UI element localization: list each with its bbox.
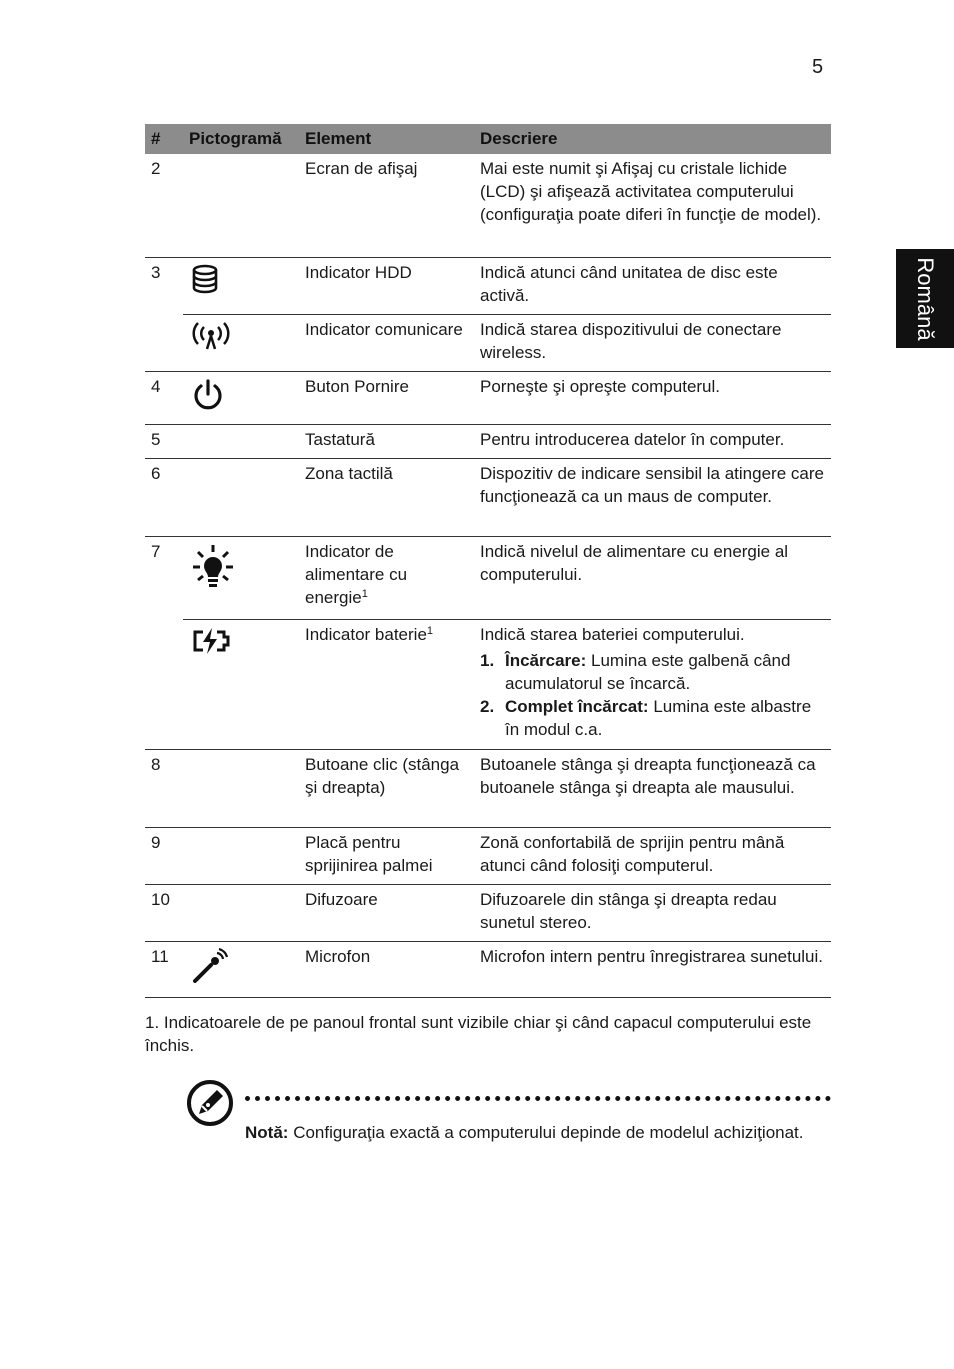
language-tab [896,249,954,348]
list-item [480,695,825,741]
row-element: Tastatură [299,424,474,458]
row-icon-cell [183,154,299,257]
row-icon-cell [183,314,299,371]
row-element [299,536,474,619]
row-description: Indică nivelul de alimentare cu energie al computerului. [474,536,831,619]
power-indicator-icon [191,543,235,589]
page-number: 5 [812,56,824,78]
row-icon-cell [183,536,299,619]
table-row [145,941,831,997]
table-footnote: 1. Indicatoarele de pe panoul frontal sunt vizibile chiar şi când capacul computerului este închis. [145,1013,812,1055]
battery-status-list [480,649,825,741]
table-row [145,749,831,827]
row-description: Difuzoarele din stânga şi dreapta redau sunetul stereo. [474,884,831,941]
row-description: Microfon intern pentru înregistrarea sunetului. [474,941,831,997]
row-description-text: Indică starea bateriei computerului. [480,624,745,644]
row-number: 8 [145,749,183,827]
row-description [474,619,831,749]
row-number: 2 [145,154,183,257]
row-icon-cell [183,749,299,827]
list-item [480,649,825,695]
row-icon-cell [183,257,299,314]
row-element [299,619,474,749]
header-icon: Pictogramă [183,124,299,154]
table-row [145,314,831,371]
row-description: Pentru introducerea datelor în computer. [474,424,831,458]
list-item-label: Complet încărcat: [505,696,649,716]
header-element: Element [299,124,474,154]
note-pen-icon [186,1079,234,1127]
row-number: 6 [145,458,183,536]
power-icon [191,378,225,412]
note-text: Configuraţia exactă a computerului depinde de modelul achiziţionat. [293,1123,804,1142]
table-row [145,154,831,257]
table-row [145,371,831,424]
row-number: 4 [145,371,183,424]
row-element: Placă pentru sprijinirea palmei [299,827,474,884]
row-element: Indicator comunicare [299,314,474,371]
list-item-number: 2. [480,696,495,716]
row-element: Indicator HDD [299,257,474,314]
row-icon-cell [183,941,299,997]
list-item-text: Lumina este albastre în modul c.a. [505,696,812,739]
table-row [145,536,831,619]
battery-icon [191,626,231,656]
footnote-ref: 1 [426,624,434,637]
table-row [145,619,831,749]
row-element: Buton Pornire [299,371,474,424]
row-number: 5 [145,424,183,458]
table-row [145,257,831,314]
note-label: Notă: [245,1123,289,1142]
row-icon-cell [183,827,299,884]
row-description: Butoanele stânga şi dreapta funcţionează ca butoanele stânga şi dreapta ale mausului. [474,749,831,827]
table-row [145,458,831,536]
table-row [145,424,831,458]
list-item-number: 1. [480,650,495,670]
row-element-text: Indicator baterie [305,624,427,644]
row-icon-cell [183,371,299,424]
row-description: Porneşte şi opreşte computerul. [474,371,831,424]
row-icon-cell [183,619,299,749]
row-description: Dispozitiv de indicare sensibil la atingere care funcţionează ca un maus de computer. [474,458,831,536]
row-element: Butoane clic (stânga şi dreapta) [299,749,474,827]
row-element-text: Indicator de alimentare cu energie [305,541,408,607]
row-element: Ecran de afişaj [299,154,474,257]
row-number: 9 [145,827,183,884]
row-description: Indică atunci când unitatea de disc este activă. [474,257,831,314]
note [245,1121,805,1144]
header-number: # [145,124,183,154]
table-header-row [145,124,831,154]
microphone-icon [191,948,231,984]
row-description: Indică starea dispozitivului de conectare wireless. [474,314,831,371]
components-table [145,124,831,998]
row-icon-cell [183,458,299,536]
list-item-label: Încărcare: [505,650,587,670]
table-row [145,884,831,941]
list-item-text: Lumina este galbenă când acumulatorul se încarcă. [505,650,791,693]
table-row [145,827,831,884]
row-element: Zona tactilă [299,458,474,536]
note-divider [245,1096,831,1101]
wireless-icon [191,321,231,351]
row-number: 10 [145,884,183,941]
row-element: Difuzoare [299,884,474,941]
hdd-icon [191,264,221,296]
footnote-ref: 1 [361,587,368,600]
row-icon-cell [183,424,299,458]
row-number: 11 [145,941,183,997]
row-description: Mai este numit şi Afişaj cu cristale lichide (LCD) şi afişează activitatea computerului (configuraţia poate diferi în funcţie de model). [474,154,831,257]
row-number: 3 [145,257,183,371]
row-number: 7 [145,536,183,749]
row-icon-cell [183,884,299,941]
language-tab-label: Română [913,256,938,341]
row-description: Zonă confortabilă de sprijin pentru mână atunci când folosiţi computerul. [474,827,831,884]
header-description: Descriere [474,124,831,154]
row-element: Microfon [299,941,474,997]
